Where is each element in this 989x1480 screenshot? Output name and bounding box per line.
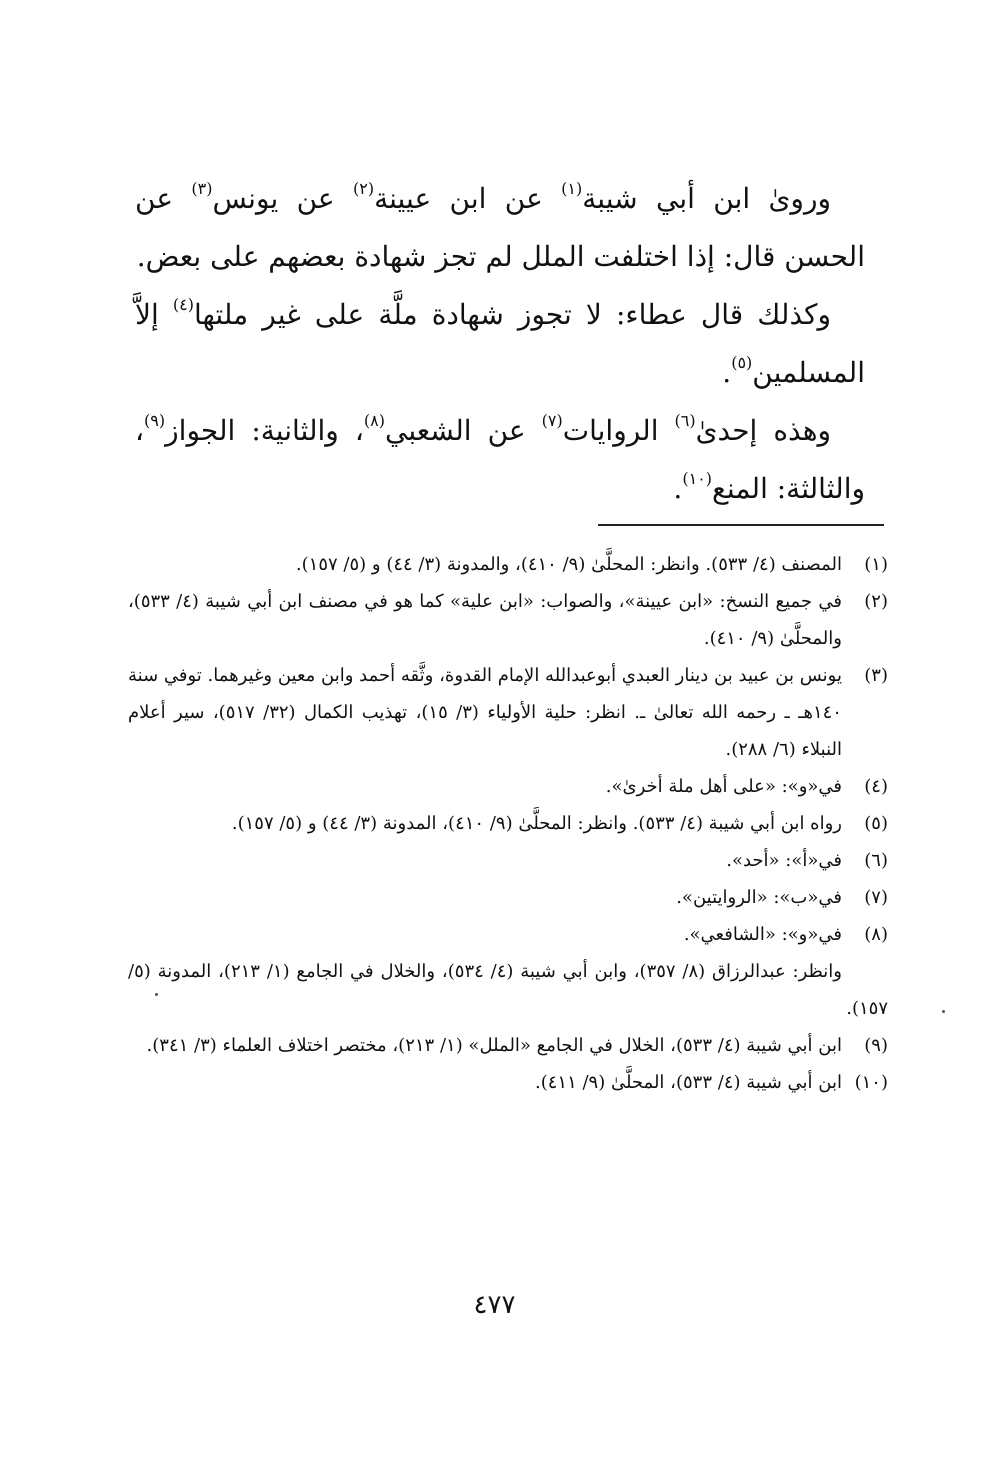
main-text — [135, 170, 865, 518]
footnote-continuation — [128, 953, 888, 1027]
footnote-item — [128, 916, 888, 953]
footnote-item — [128, 842, 888, 879]
text-run: عن يونس — [212, 182, 353, 215]
footnote-text: في«و»: «الشافعي». — [683, 924, 842, 945]
footnote-item — [128, 583, 888, 657]
footnote-item — [128, 879, 888, 916]
footnote-text: في جميع النسخ: «ابن عيينة»، والصواب: «ابن علية» كما هو في مصنف ابن أبي شيبة (٤/ ٥٣٣)، والمحلَّىٰ (٩/ ٤١٠). — [128, 591, 842, 649]
paragraph-1 — [135, 170, 865, 286]
footnote-ref: (٨) — [363, 411, 385, 430]
footnote-continuation-text: وانظر: عبدالرزاق (٨/ ٣٥٧)، وابن أبي شيبة (٤/ ٥٣٤)، والخلال في الجامع (١/ ٢١٣)، المدونة (٥/ ١٥٧). — [128, 961, 888, 1019]
text-run: الروايات — [562, 414, 675, 447]
footnote-item — [128, 805, 888, 842]
footnote-number: (٦) — [864, 850, 888, 871]
page-number: ٤٧٧ — [473, 1290, 516, 1320]
footnote-ref: (٤) — [172, 295, 194, 314]
text-run: وكذلك قال عطاء: لا تجوز شهادة ملَّة على غير ملتها — [193, 298, 831, 331]
text-run: ، والثالثة: المنع — [135, 414, 865, 505]
footnote-number: (٣) — [864, 665, 888, 686]
text-run: عن الحسن قال: إذا اختلفت الملل لم تجز شهادة بعضهم على بعض. — [135, 182, 865, 273]
footnote-number: (٩) — [864, 1035, 888, 1056]
footnote-ref: (٥) — [731, 353, 753, 372]
paragraph-3 — [135, 402, 865, 518]
footnote-number: (١٠) — [854, 1072, 888, 1093]
footnote-text: في«أ»: «أحد». — [726, 850, 842, 871]
text-run: عن ابن عيينة — [374, 182, 562, 215]
footnote-separator — [598, 524, 884, 526]
footnote-ref: (٣) — [191, 179, 213, 198]
text-run: وهذه إحدىٰ — [695, 414, 831, 447]
footnote-item — [128, 657, 888, 768]
footnote-text: يونس بن عبيد بن دينار العبدي أبوعبدالله الإمام القدوة، وثَّقه أحمد وابن معين وغيرهما. توفي سنة ١٤٠هـ ـ رحمه الله تعالىٰ ـ. انظر: حلية الأولياء (٣/ ١٥)، تهذيب الكمال (٣٢/ ٥١٧)، سير أعلام النبلاء (٦/ ٢٨٨). — [128, 665, 842, 760]
footnote-text: رواه ابن أبي شيبة (٤/ ٥٣٣). وانظر: المحلَّىٰ (٩/ ٤١٠)، المدونة (٣/ ٤٤) و (٥/ ١٥٧). — [231, 813, 842, 834]
footnote-item — [128, 546, 888, 583]
text-run: عن الشعبي — [384, 414, 542, 447]
footnote-ref: (٩) — [144, 411, 166, 430]
text-run: . — [673, 472, 683, 505]
footnote-text: المصنف (٤/ ٥٣٣). وانظر: المحلَّىٰ (٩/ ٤١٠)، والمدونة (٣/ ٤٤) و (٥/ ١٥٧). — [295, 554, 842, 575]
scan-speck — [942, 1010, 945, 1013]
footnote-number: (١) — [864, 554, 888, 575]
footnote-text: في«ب»: «الروايتين». — [676, 887, 842, 908]
footnote-number: (٨) — [864, 924, 888, 945]
footnote-number: (٤) — [864, 776, 888, 797]
text-run: ، والثانية: الجواز — [165, 414, 364, 447]
footnote-ref: (٧) — [541, 411, 563, 430]
footnote-number: (٧) — [864, 887, 888, 908]
footnotes — [128, 546, 888, 1101]
footnote-ref: (٦) — [674, 411, 696, 430]
text-run: وروىٰ ابن أبي شيبة — [582, 182, 831, 215]
footnote-item — [128, 1027, 888, 1064]
footnote-ref: (١٠) — [682, 469, 712, 488]
footnote-text: ابن أبي شيبة (٤/ ٥٣٣)، المحلَّىٰ (٩/ ٤١١). — [534, 1072, 842, 1093]
footnote-text: في«و»: «على أهل ملة أخرىٰ». — [605, 776, 842, 797]
paragraph-2 — [135, 286, 865, 402]
text-run: إلاَّ المسلمين — [135, 298, 865, 389]
scan-speck — [155, 993, 158, 996]
footnote-ref: (١) — [561, 179, 583, 198]
text-run: . — [722, 356, 732, 389]
footnote-item — [128, 1064, 888, 1101]
footnote-number: (٢) — [864, 591, 888, 612]
footnote-ref: (٢) — [352, 179, 375, 198]
footnote-text: ابن أبي شيبة (٤/ ٥٣٣)، الخلال في الجامع «الملل» (١/ ٢١٣)، مختصر اختلاف العلماء (٣/ ٣٤١). — [146, 1035, 842, 1056]
footnote-number: (٥) — [864, 813, 888, 834]
footnote-item — [128, 768, 888, 805]
